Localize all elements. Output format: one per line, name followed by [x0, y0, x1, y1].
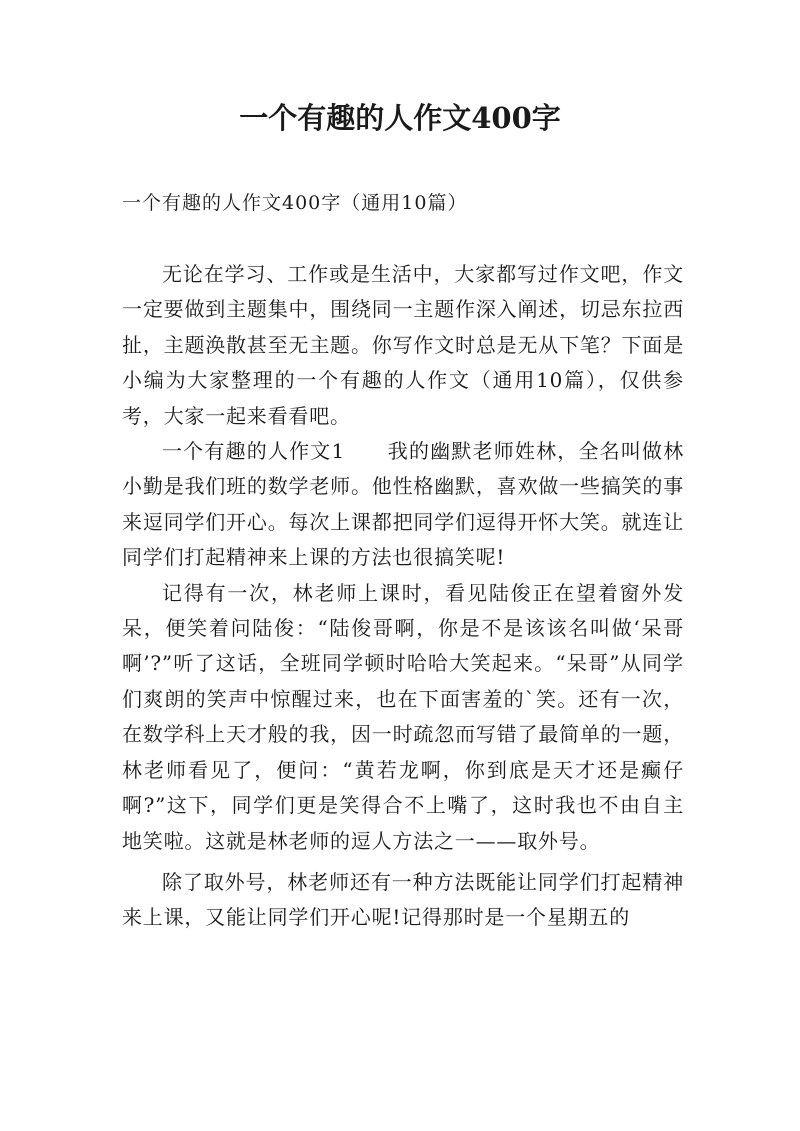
document-subtitle: 一个有趣的人作文400字（通用10篇） [122, 192, 468, 214]
paragraph-intro: 无论在学习、工作或是生活中，大家都写过作文吧，作文一定要做到主题集中，围绕同一主题作深入阐述，切忌东拉西扯，主题涣散甚至无主题。你写作文时总是无从下笔？下面是小编为大家整理的一个有趣的人作文（通用10篇），仅供参考，大家一起来看看吧。 [122, 262, 684, 428]
paragraph-essay-1-story: 记得有一次，林老师上课时，看见陆俊正在望着窗外发呆，便笑着问陆俊：“陆俊哥啊，你是不是该该名叫做‘呆哥啊’?”听了这话，全班同学顿时哈哈大笑起来。“呆哥”从同学们爽朗的笑声中惊醒过来，也在下面害羞的`笑。还有一次，在数学科上天才般的我，因一时疏忽而写错了最简单的一题，林老师看见了，便问：“黄若龙啊，你到底是天才还是癫仔啊?”这下，同学们更是笑得合不上嘴了，这时我也不由自主地笑啦。这就是林老师的逗人方法之一——取外号。 [122, 580, 684, 853]
paragraph-essay-1-continuation: 除了取外号，林老师还有一种方法既能让同学们打起精神来上课，又能让同学们开心呢!记得那时是一个星期五的 [122, 869, 684, 930]
paragraph-essay-1-opening: 一个有趣的人作文1 我的幽默老师姓林，全名叫做林小勤是我们班的数学老师。他性格幽默，喜欢做一些搞笑的事来逗同学们开心。每次上课都把同学们逗得开怀大笑。就连让同学们打起精神来上课的方法也很搞笑呢! [122, 439, 684, 570]
page-title: 一个有趣的人作文400字 [239, 101, 561, 135]
document-body [122, 257, 684, 936]
